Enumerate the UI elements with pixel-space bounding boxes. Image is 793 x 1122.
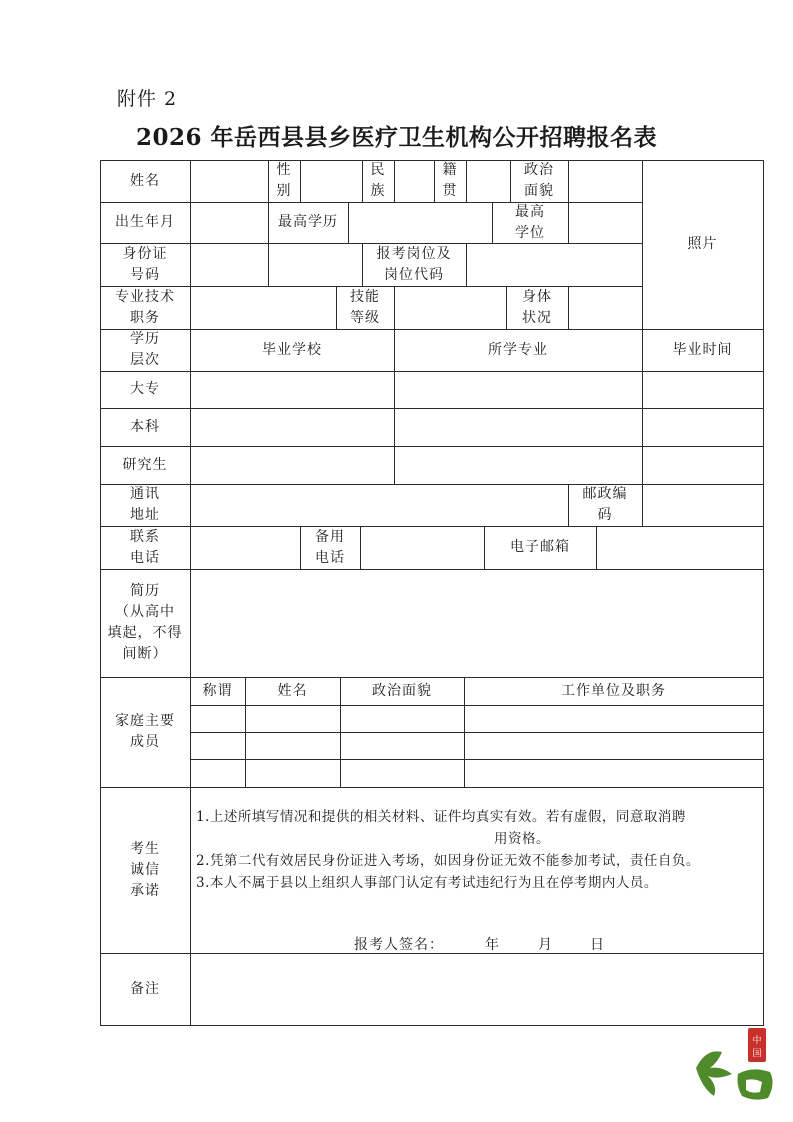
yuexi-logo [688,1022,784,1106]
grid-line [100,446,764,447]
logo-brush-xi [738,1069,773,1099]
label-political-status: 政治 面貌 [524,162,554,199]
grid-line [394,286,395,330]
grid-line [190,732,764,733]
label-education-level: 学历 层次 [130,331,160,368]
grid-line [466,160,467,203]
label-alt-phone: 备用 电话 [315,528,345,566]
label-junior-college: 大专 [130,381,160,397]
label-postcode: 邮政编 码 [582,486,628,523]
grid-line [268,243,269,287]
grid-line [596,526,597,570]
grid-line [300,160,301,203]
header-member-political: 政治面貌 [372,682,432,699]
grid-line [568,286,569,330]
label-native-place: 籍 贯 [442,162,458,199]
grid-line [568,160,569,203]
signature-year: 年 [485,937,500,953]
pledge-line-1-cont: 用资格。 [494,831,550,847]
grid-line [190,759,764,760]
header-graduation-time: 毕业时间 [672,341,733,358]
label-name: 姓名 [130,172,160,189]
label-gender: 性 别 [276,162,292,199]
grid-line [466,243,467,287]
header-member-name: 姓名 [277,682,308,699]
pledge-line-3: 3.本人不属于县以上组织人事部门认定有考试违纪行为且在停考期内人员。 [196,875,658,891]
grid-line [100,484,764,485]
label-postgraduate: 研究生 [122,456,168,473]
grid-line [360,526,361,570]
label-health-status: 身体 状况 [522,288,552,326]
label-skill-level: 技能 等级 [350,288,380,326]
label-email: 电子邮箱 [510,539,570,555]
signature-label: 报考人签名： [354,937,444,953]
label-highest-education: 最高学历 [278,214,338,230]
label-pledge: 考生 诚信 承诺 [130,840,160,899]
label-position-code: 报考岗位及 岗位代码 [376,245,452,283]
attachment-label: 附件 2 [117,88,178,110]
label-birth-date: 出生年月 [115,214,175,230]
grid-line [190,160,191,1026]
pledge-line-2: 2.凭第二代有效居民身份证进入考场，如因身份证无效不能参加考试，责任自负。 [196,853,700,869]
grid-line [763,160,764,1026]
label-highest-degree: 最高 学位 [515,203,545,241]
grid-line [348,202,349,244]
signature-day: 日 [590,937,605,953]
signature-month: 月 [538,937,553,953]
header-major: 所学专业 [488,341,548,358]
grid-line [100,371,764,372]
grid-line [100,1025,764,1026]
label-bachelor: 本科 [130,418,160,435]
grid-line [100,569,764,570]
label-ethnicity: 民 族 [370,162,386,199]
grid-line [100,787,764,788]
header-school: 毕业学校 [262,341,322,358]
logo-brush-yue [696,1051,732,1096]
label-professional-title: 专业技术 职务 [115,288,175,326]
pledge-line-1: 1.上述所填写情况和提供的相关材料、证件均真实有效。若有虚假，同意取消聘 [196,809,686,825]
label-id-number: 身份证 号码 [122,245,168,283]
grid-line [190,705,764,706]
logo-china-char-2: 国 [752,1049,762,1059]
grid-line [100,408,764,409]
header-relation: 称谓 [202,682,233,699]
grid-line [568,202,569,244]
label-remarks: 备注 [130,980,160,997]
label-address: 通讯 地址 [130,486,160,523]
header-work-unit: 工作单位及职务 [561,682,666,699]
label-phone: 联系 电话 [130,528,160,566]
grid-line [394,160,395,203]
label-resume: 简历 （从高中 填起，不得 间断） [107,583,183,662]
label-family-members: 家庭主要 成员 [115,713,175,750]
pledge-text [196,806,756,894]
photo-box: 照片 [687,236,718,252]
page-title: 2026 年岳西县县乡医疗卫生机构公开招聘报名表 [135,124,658,151]
grid-line [100,526,764,527]
logo-china-char-1: 中 [752,1036,762,1046]
